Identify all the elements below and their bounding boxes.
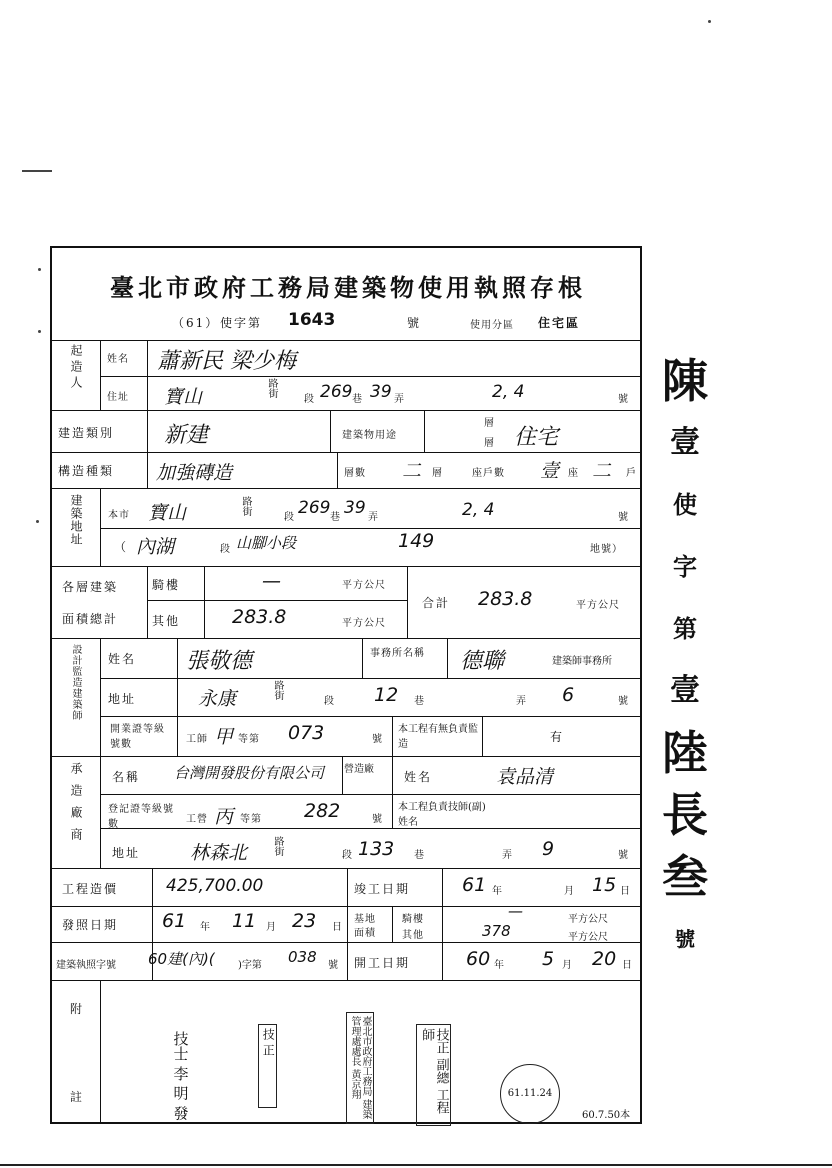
use-label: 建築物用途	[342, 430, 397, 441]
contractor-tech-label: 本工程負責技師(副)姓名	[398, 802, 486, 828]
site-area-label-2: 面積	[354, 928, 376, 939]
side-char: 字	[673, 553, 697, 581]
building-permit-no: 038	[288, 948, 317, 966]
architect-office-suffix: 建築師事務所	[552, 656, 612, 667]
contractor-road-label: 路街	[272, 836, 283, 856]
finish-label: 竣工日期	[354, 882, 411, 896]
architect-license-no: 073	[288, 722, 325, 744]
site-lane-label: 巷	[330, 512, 341, 523]
issue-label: 發照日期	[62, 918, 119, 932]
site-arcade-label: 騎樓	[402, 914, 424, 925]
site-section-word: 段	[284, 512, 295, 523]
category-label: 建造類別	[58, 426, 115, 440]
area-arcade-value: —	[262, 570, 281, 592]
permit-number-suffix: 號	[407, 316, 422, 330]
contractor-name-label: 名稱	[112, 770, 141, 784]
side-annotation	[655, 350, 715, 970]
builder-road-label: 路街	[266, 378, 277, 398]
architect-road: 永康	[198, 688, 237, 710]
area-arcade-label: 騎樓	[152, 578, 181, 592]
site-road: 寶山	[148, 502, 187, 524]
contractor-reg-word: 等第	[240, 814, 262, 825]
form-title: 臺北市政府工務局建築物使用執照存根	[110, 273, 586, 302]
architect-name-label: 姓名	[108, 652, 137, 666]
architect-license-prefix: 工師	[186, 734, 208, 745]
use-value: 住宅	[514, 425, 559, 450]
contractor-reg-prefix: 工營	[186, 814, 208, 825]
stamp-technician: 技士 李 明 發	[171, 1031, 190, 1121]
architect-section-label: 設計監造建築師	[70, 644, 81, 721]
contractor-alley-label: 弄	[502, 850, 513, 861]
architect-license-suffix: 號	[372, 734, 383, 745]
supervisor-label: 本工程有無負責監造	[398, 724, 478, 750]
start-label: 開工日期	[354, 956, 411, 970]
stamp-chief-engineer: 技正 副總 工程師	[416, 1024, 451, 1126]
side-char: 壹	[670, 425, 700, 460]
start-day: 20	[592, 948, 617, 970]
builder-number-label: 號	[618, 394, 629, 405]
finish-year: 61	[462, 874, 487, 896]
area-other-value: 283.8	[232, 606, 287, 628]
issue-year-label: 年	[200, 922, 211, 933]
scan-mark	[22, 170, 52, 172]
contractor-section-label: 承造廠商	[69, 762, 83, 850]
builder-address-label: 住址	[107, 392, 129, 403]
finish-day: 15	[592, 874, 617, 896]
builder-name: 蕭新民 梁少梅	[157, 349, 296, 374]
architect-license-word: 等第	[238, 734, 260, 745]
contractor-reg-grade: 丙	[214, 806, 234, 828]
side-char: 第	[673, 615, 697, 643]
building-permit-mid: )字第	[238, 960, 262, 971]
architect-number-label: 號	[618, 696, 629, 707]
site-road-label: 路街	[240, 496, 251, 516]
floors-label: 層數	[344, 468, 366, 479]
site-number: 2, 4	[462, 500, 495, 520]
architect-road-label: 路街	[272, 680, 283, 700]
floor-label-2: 層	[484, 438, 495, 449]
contractor-address-label: 地址	[112, 846, 141, 860]
architect-section-word: 段	[324, 696, 335, 707]
issue-day: 23	[292, 910, 317, 932]
contractor-reg-label: 登記證等級號數	[108, 804, 174, 830]
contractor-section-word: 段	[342, 850, 353, 861]
building-permit-suffix: 號	[328, 960, 339, 971]
remarks-label-1: 附	[70, 1002, 85, 1016]
area-total-label: 合計	[422, 596, 451, 610]
start-year: 60	[466, 948, 491, 970]
issue-year: 61	[162, 910, 187, 932]
household-unit: 戶	[626, 468, 637, 479]
area-other-label: 其他	[152, 614, 181, 628]
issue-month: 11	[232, 910, 257, 932]
remarks-label-2: 註	[70, 1090, 85, 1104]
households-label: 座戶數	[472, 468, 505, 479]
permit-year-prefix: （61）	[172, 316, 220, 330]
start-day-label: 日	[622, 960, 633, 971]
architect-office-label: 事務所名稱	[370, 648, 425, 659]
site-lane: 269	[298, 498, 331, 518]
architect-number: 6	[562, 684, 575, 706]
contractor-person-label: 姓名	[404, 770, 433, 784]
scan-dot	[708, 20, 711, 23]
side-char: 壹	[670, 673, 700, 708]
supervisor-value: 有	[550, 730, 565, 744]
finish-month-label: 月	[564, 886, 575, 897]
contractor-lane: 133	[358, 838, 395, 860]
area-unit-2: 平方公尺	[342, 618, 386, 629]
site-subsection: 山腳小段	[236, 534, 297, 552]
issue-day-label: 日	[332, 922, 343, 933]
seats-value: 壹	[540, 460, 560, 482]
category-value: 新建	[164, 423, 209, 448]
architect-alley-label: 弄	[516, 696, 527, 707]
contractor-number: 9	[542, 838, 555, 860]
start-year-label: 年	[494, 960, 505, 971]
site-alley: 39	[344, 498, 366, 518]
builder-number: 2, 4	[492, 382, 525, 402]
building-permit-label: 建築執照字號	[56, 960, 116, 971]
zone-value: 住宅區	[538, 316, 581, 330]
floor-label-1: 層	[484, 418, 495, 429]
floors-value: 二	[402, 460, 422, 482]
scan-dot	[36, 520, 39, 523]
form-code: 60.7.50本	[582, 1110, 631, 1121]
builder-alley-label: 弄	[394, 394, 405, 405]
area-label-2: 面積總計	[62, 612, 119, 626]
side-char: 使	[673, 491, 697, 519]
architect-address-label: 地址	[108, 692, 137, 706]
builder-lane: 269	[320, 382, 353, 402]
architect-license-grade: 甲	[214, 726, 234, 748]
cost-value: 425,700.00	[166, 876, 264, 896]
cost-label: 工程造價	[62, 882, 119, 896]
architect-lane: 12	[374, 684, 399, 706]
contractor-reg-suffix: 號	[372, 814, 383, 825]
side-char: 叁	[662, 850, 708, 904]
area-total-value: 283.8	[478, 588, 533, 610]
builder-name-label: 姓名	[107, 354, 129, 365]
site-unit-1: 平方公尺	[568, 914, 608, 925]
contractor-lane-label: 巷	[414, 850, 425, 861]
site-arcade-value: —	[508, 902, 523, 920]
site-alley-label: 弄	[368, 512, 379, 523]
contractor-name: 台灣開發股份有限公司	[174, 764, 325, 782]
side-char: 號	[675, 927, 695, 951]
contractor-number-label: 號	[618, 850, 629, 861]
builder-lane-label: 巷	[352, 394, 363, 405]
area-label-1: 各層建築	[62, 580, 119, 594]
city-label: 本市	[108, 510, 130, 521]
date-stamp: 61.11.24	[500, 1064, 560, 1124]
scan-dot	[38, 268, 41, 271]
start-month: 5	[542, 948, 555, 970]
bottom-edge-line	[0, 1164, 832, 1166]
site-district: 內湖	[136, 536, 175, 558]
side-char: 長	[662, 788, 708, 842]
site-other-label: 其他	[402, 930, 424, 941]
site-open-paren: （	[114, 540, 129, 554]
permit-number: 1643	[288, 310, 336, 330]
site-other-value: 378	[482, 922, 511, 940]
contractor-reg-no: 282	[304, 800, 341, 822]
stamp-technical-officer: 技 正	[258, 1024, 277, 1108]
households-value: 二	[592, 460, 612, 482]
area-unit-3: 平方公尺	[576, 600, 620, 611]
stamp-director: 臺北市政府工務局 建築管理處處長 黃京翔	[346, 1012, 374, 1124]
side-char: 陸	[662, 726, 708, 780]
area-unit-1: 平方公尺	[342, 580, 386, 591]
scan-dot	[38, 330, 41, 333]
finish-day-label: 日	[620, 886, 631, 897]
architect-license-label: 開業證等級號數	[110, 724, 165, 750]
structure-label: 構造種類	[58, 464, 115, 478]
zone-label: 使用分區	[470, 320, 514, 331]
contractor-name-suffix: 營造廠	[344, 764, 374, 775]
site-section-label: 建築地址	[69, 494, 83, 546]
site-area-label-1: 基地	[354, 914, 376, 925]
builder-alley: 39	[370, 382, 392, 402]
contractor-person: 袁品清	[496, 766, 554, 788]
finish-year-label: 年	[492, 886, 503, 897]
start-month-label: 月	[562, 960, 573, 971]
builder-section-label: 起造人	[69, 344, 83, 392]
seat-unit: 座	[568, 468, 579, 479]
side-char: 陳	[662, 354, 708, 408]
permit-type-label: 使字第	[220, 316, 263, 330]
site-district-label: 段	[220, 544, 231, 555]
architect-office: 德聯	[460, 649, 505, 674]
site-number-label: 號	[618, 512, 629, 523]
building-permit-value: 60建(內)(	[148, 950, 215, 968]
architect-lane-label: 巷	[414, 696, 425, 707]
permit-stub-form	[50, 246, 642, 1124]
issue-month-label: 月	[266, 922, 277, 933]
site-lot-label: 地號）	[590, 544, 623, 555]
contractor-road: 林森北	[190, 842, 248, 864]
floor-unit: 層	[432, 468, 443, 479]
builder-road: 寶山	[164, 386, 203, 408]
structure-value: 加強磚造	[156, 462, 233, 484]
builder-section-word: 段	[304, 394, 315, 405]
site-unit-2: 平方公尺	[568, 932, 608, 943]
architect-name: 張敬德	[186, 649, 253, 674]
site-lot: 149	[398, 530, 435, 552]
